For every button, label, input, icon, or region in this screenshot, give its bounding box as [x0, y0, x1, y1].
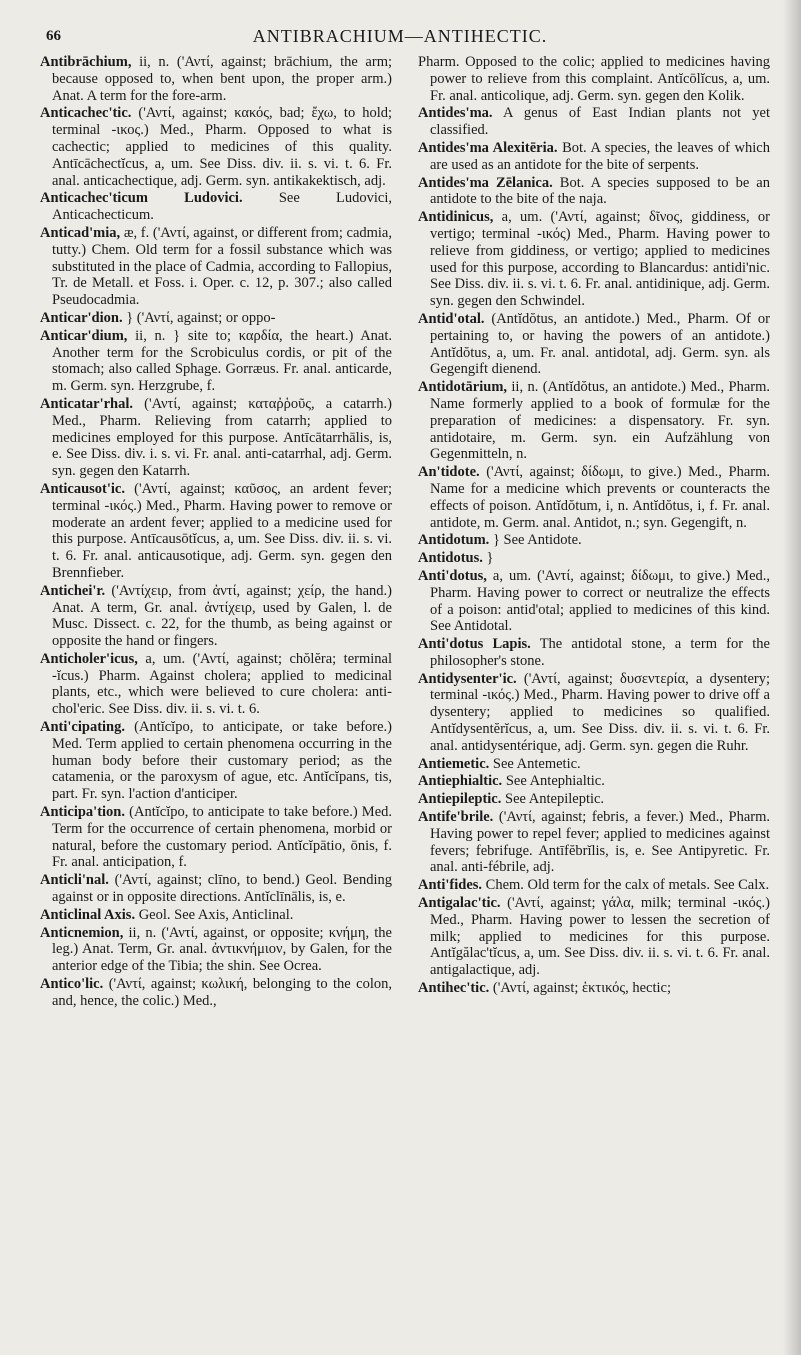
- entry-text: æ, f. ('Αντί, against, or different from; cadmia, tutty.) Chem. Old term for a fossil substance which was substituted in the place of Cadmia, according to Fallopius, Tr. de Metall. et Foss. i. Oper. c. 12, p. 307.; also called Pseudocadmia.: [52, 224, 392, 309]
- entry-text: See Antepileptic.: [505, 791, 605, 808]
- dictionary-entry: [40, 190, 392, 224]
- dictionary-entry: [40, 328, 392, 395]
- entry-text: ('Αντί, against; ἑκτικός, hectic;: [492, 980, 671, 997]
- dictionary-entry: [418, 550, 770, 567]
- entry-text: ('Αντί, against; γάλα, milk; terminal -ικός.) Med., Pharm. Having power to lessen the secretion of milk; applied to medicines for this purpose. Antĭgălac'tĭcus, a, um. See Diss. div. ii. s. vi. t. 6. Fr. anal. antigalactique, adj.: [430, 895, 770, 979]
- dictionary-entry: [418, 756, 770, 773]
- entry-text: } See Antidote.: [492, 532, 582, 549]
- dictionary-entry: [418, 636, 770, 670]
- entry-headword: Antiemetic.: [418, 755, 490, 772]
- dictionary-entry: [418, 877, 770, 894]
- dictionary-entry: [40, 481, 392, 582]
- entry-headword: Anticachec'ticum Ludovici.: [40, 190, 243, 207]
- dictionary-entry: [418, 980, 770, 997]
- entry-headword: Anticatar'rhal.: [40, 395, 134, 412]
- entry-text: See Antephialtic.: [505, 773, 605, 790]
- dictionary-entry: [40, 872, 392, 906]
- entry-text: (Antĭcĭpo, to anticipate, or take before.) Med. Term applied to certain phenomena occurring in the human body before their customary period; as the catamenia, or the paroxysm of ague, etc. Antĭcĭpans, tis, part. Fr. syn. l'action d'anticiper.: [52, 719, 392, 803]
- dictionary-entry: [418, 464, 770, 531]
- dictionary-entry: [40, 804, 392, 871]
- entry-headword: Antidotārium,: [418, 379, 508, 396]
- entry-headword: Antiephialtic.: [418, 773, 503, 790]
- entry-text: ii, n. ('Αντί, against, or opposite; κνήμη, the leg.) Anat. Term, Gr. anal. ἀντικνήμιον, by Galen, for the anterior edge of the Tibia; the shin. See Ocrea.: [52, 924, 392, 975]
- entry-headword: Antides'ma Zēlanica.: [418, 174, 553, 191]
- entry-text: ('Αντί, against; clīno, to bend.) Geol. Bending against or in opposite directions. Antĭclīnālis, is, e.: [52, 872, 392, 906]
- entry-headword: Anticholer'icus,: [40, 650, 138, 667]
- left-column: [40, 54, 392, 1344]
- entry-headword: Anti'fides.: [418, 877, 483, 894]
- entry-text: ii, n. (Antĭdŏtus, an antidote.) Med., Pharm. Name formerly applied to a book of formulæ for the preparation of medicines: a dispensatory. Fr. syn. antidotaire, m. Germ. syn. ein Aufzählung von Gegenmitteln, n.: [430, 379, 770, 463]
- dictionary-entry: [418, 54, 770, 104]
- entry-text: a, um. ('Αντί, against; δῖνος, giddiness, or vertigo; terminal -ικός) Med., Pharm. Having power to relieve from giddiness, or vertigo; applied to medicines used for this purpose, according to Blancardus: antidi'nic. See Diss. div. ii. s. vi. t. 6. Fr. anal. antidinique, adj. Germ. syn. gegen den Schwindel.: [430, 209, 770, 310]
- entry-text: } ('Αντί, against; or oppo-: [126, 309, 276, 326]
- dictionary-entry: [418, 175, 770, 209]
- entry-headword: Anticlinal Axis.: [40, 906, 136, 923]
- entry-headword: Antidinicus,: [418, 209, 494, 226]
- entry-text: Bot. A species, the leaves of which are used as an antidote for the bite of serpents.: [430, 139, 770, 173]
- entry-headword: Anti'dotus,: [418, 567, 487, 584]
- dictionary-entry: [418, 379, 770, 463]
- dictionary-entry: [418, 568, 770, 635]
- dictionary-entry: [40, 907, 392, 924]
- entry-headword: Antife'brile.: [418, 809, 494, 826]
- dictionary-entry: [418, 105, 770, 139]
- entry-text: ('Αντί, against; febris, a fever.) Med., Pharm. Having power to repel fever; applied to medicines against fevers; febrifuge. Antīfĕbrĭlis, is, e. See Antipyretic. Fr. anal. anti-fébrile, adj.: [430, 809, 770, 876]
- page-header: [40, 18, 760, 46]
- dictionary-entry: [418, 773, 770, 790]
- text-columns: [40, 54, 770, 1344]
- entry-text: a, um. ('Αντί, against; δίδωμι, to give.) Med., Pharm. Having power to correct or neutralize the effects of a poison: antid'otal; applied to medicines of this kind. See Antidotal.: [430, 567, 770, 635]
- entry-headword: Anticnemion,: [40, 924, 124, 941]
- entry-headword: Anti'cipating.: [40, 719, 125, 736]
- dictionary-entry: [40, 651, 392, 718]
- dictionary-entry: [40, 310, 392, 327]
- entry-headword: Antibrāchium,: [40, 54, 132, 70]
- running-head: ANTIBRACHIUM—ANTIHECTIC.: [252, 26, 548, 46]
- entry-text: The antidotal stone, a term for the philosopher's stone.: [430, 636, 770, 669]
- entry-headword: Antico'lic.: [40, 976, 104, 993]
- entry-text: (Antĭcĭpo, to anticipate to take before.) Med. Term for the occurrence of certain phenomena, morbid or natural, before the customary period. Antĭcĭpātio, ōnis, f. Fr. anal. anticipation, f.: [52, 804, 392, 871]
- entry-text: Pharm. Opposed to the colic; applied to medicines having power to relieve from this complaint. Antĭcōlĭcus, a, um. Fr. anal. anticolique, adj. Germ. syn. gegen den Kolik.: [418, 54, 770, 104]
- entry-headword: Anticli'nal.: [40, 872, 109, 889]
- entry-text: See Antemetic.: [492, 755, 581, 772]
- entry-text: ('Αντί, against; δίδωμι, to give.) Med., Pharm. Name for a medicine which prevents or counteracts the effects of poison. Antĭdŏtum, i, n. Antĭdŏtus, i, f. Fr. anal. antidote, m. Germ. anal. Antidot, n.; syn. Gegengift, n.: [430, 464, 770, 531]
- entry-headword: Anticar'dion.: [40, 309, 123, 326]
- entry-headword: Anticad'mia,: [40, 224, 121, 241]
- dictionary-entry: [40, 583, 392, 650]
- dictionary-entry: [40, 105, 392, 189]
- entry-text: Bot. A species supposed to be an antidote to the bite of the naja.: [430, 174, 770, 208]
- page-edge-shadow: [783, 0, 801, 1355]
- dictionary-entry: [40, 54, 392, 104]
- entry-text: Chem. Old term for the calx of metals. See Calx.: [485, 877, 770, 894]
- dictionary-entry: [418, 791, 770, 808]
- entry-text: ('Αντί, against; δυσεντερία, a dysentery; terminal -ικός.) Med., Pharm. Having power to drive off a dysentery; applied to medicines so qualified. Antĭdysentĕrĭcus, a, um. See Diss. div. ii. s. vi. t. 6. Fr. anal. antidysentérique, adj. Germ. syn. gegen die Ruhr.: [430, 670, 770, 754]
- entry-text: ('Αντί, against; κωλική, belonging to the colon, and, hence, the colic.) Med.,: [52, 976, 392, 1009]
- entry-headword: Antidysenter'ic.: [418, 670, 517, 687]
- entry-headword: Anticausot'ic.: [40, 480, 125, 497]
- dictionary-entry: [40, 719, 392, 803]
- dictionary-entry: [40, 976, 392, 1010]
- entry-text: ('Αντίχειρ, from ἀντί, against; χείρ, the hand.) Anat. A term, Gr. anal. ἀντίχειρ, used by Galen, l. de Musc. Dissect. c. 22, for the thumb, as being against or opposite the hand or fingers.: [52, 582, 392, 650]
- entry-text: a, um. ('Αντί, against; chŏlĕra; terminal -ĭcus.) Pharm. Against cholera; applied to medicinal plants, etc., which were believed to cure cholera: anti-chol'eric. See Diss. div. ii. s. vi. t. 6.: [52, 650, 392, 718]
- dictionary-entry: [40, 396, 392, 480]
- page-number: 66: [46, 28, 61, 44]
- dictionary-entry: [418, 895, 770, 979]
- dictionary-entry: [418, 311, 770, 378]
- dictionary-entry: [418, 671, 770, 755]
- entry-headword: An'tidote.: [418, 464, 480, 481]
- entry-text: See Ludovici, Anticachecticum.: [52, 190, 392, 224]
- entry-headword: Antigalac'tic.: [418, 895, 501, 912]
- dictionary-entry: [40, 925, 392, 975]
- entry-text: Geol. See Axis, Anticlinal.: [138, 906, 294, 923]
- entry-text: A genus of East Indian plants not yet classified.: [430, 105, 770, 139]
- dictionary-entry: [418, 809, 770, 876]
- entry-headword: Antichei'r.: [40, 582, 106, 599]
- entry-headword: Antidotus.: [418, 550, 483, 567]
- dictionary-entry: [40, 225, 392, 309]
- right-column: [418, 54, 770, 1344]
- entry-headword: Antihec'tic.: [418, 980, 490, 997]
- entry-text: ('Αντί, against; κακός, bad; ἔχω, to hold; terminal -ικος.) Med., Pharm. Opposed to what is cachectic; applied to medicines of this quality. Antīcāchectĭcus, a, um. See Diss. div. ii. s. vi. t. 6. Fr. anal. anticachectique, adj. Germ. syn. antikakektisch, adj.: [52, 105, 392, 189]
- dictionary-entry: [418, 532, 770, 549]
- entry-text: (Antĭdŏtus, an antidote.) Med., Pharm. Of or pertaining to, or having the powers of an antidote.) Antĭdŏtus, a, um. Fr. anal. antidotal, adj. Germ. syn. als Gegengift dienend.: [430, 310, 770, 378]
- entry-headword: Anticipa'tion.: [40, 804, 125, 821]
- entry-text: ('Αντί, against; καταῤῥοῦς, a catarrh.) Med., Pharm. Relieving from catarrh; applied to medicines employed for this purpose. Antīcātarrhālis, is, e. See Diss. div. i. s. vi. Fr. anal. anti-catarrhal, adj. Germ. syn. gegen den Katarrh.: [52, 395, 392, 480]
- entry-headword: Antiepileptic.: [418, 791, 502, 808]
- entry-headword: Anti'dotus Lapis.: [418, 636, 531, 653]
- entry-text: ii, n. ('Αντί, against; brāchium, the arm; because opposed to, when bent upon, the proper arm.) Anat. A term for the fore-arm.: [52, 54, 392, 104]
- dictionary-entry: [418, 140, 770, 174]
- entry-text: ('Αντί, against; καῦσος, an ardent fever; terminal -ικός.) Med., Pharm. Having power to remove or moderate an ardent fever; applied to a medicine used for this purpose. Antīcausōtĭcus, a, um. See Diss. div. ii. s. vi. t. 6. Fr. anal. anticausotique, adj. Germ. syn. gegen den Brennfieber.: [52, 480, 392, 581]
- entry-headword: Anticachec'tic.: [40, 105, 132, 122]
- entry-headword: Antid'otal.: [418, 310, 485, 327]
- entry-headword: Antides'ma Alexitēria.: [418, 139, 558, 156]
- entry-headword: Antides'ma.: [418, 105, 493, 122]
- entry-text: }: [486, 550, 494, 567]
- entry-text: ii, n. } site to; καρδία, the heart.) Anat. Another term for the Scrobiculus cordis, or pit of the stomach; also called Sphage. Gorræus. Fr. anal. anticarde, m. Germ. syn. Herzgrube, f.: [52, 327, 392, 395]
- dictionary-entry: [418, 209, 770, 310]
- entry-headword: Antidotum.: [418, 532, 490, 549]
- entry-headword: Anticar'dium,: [40, 327, 128, 344]
